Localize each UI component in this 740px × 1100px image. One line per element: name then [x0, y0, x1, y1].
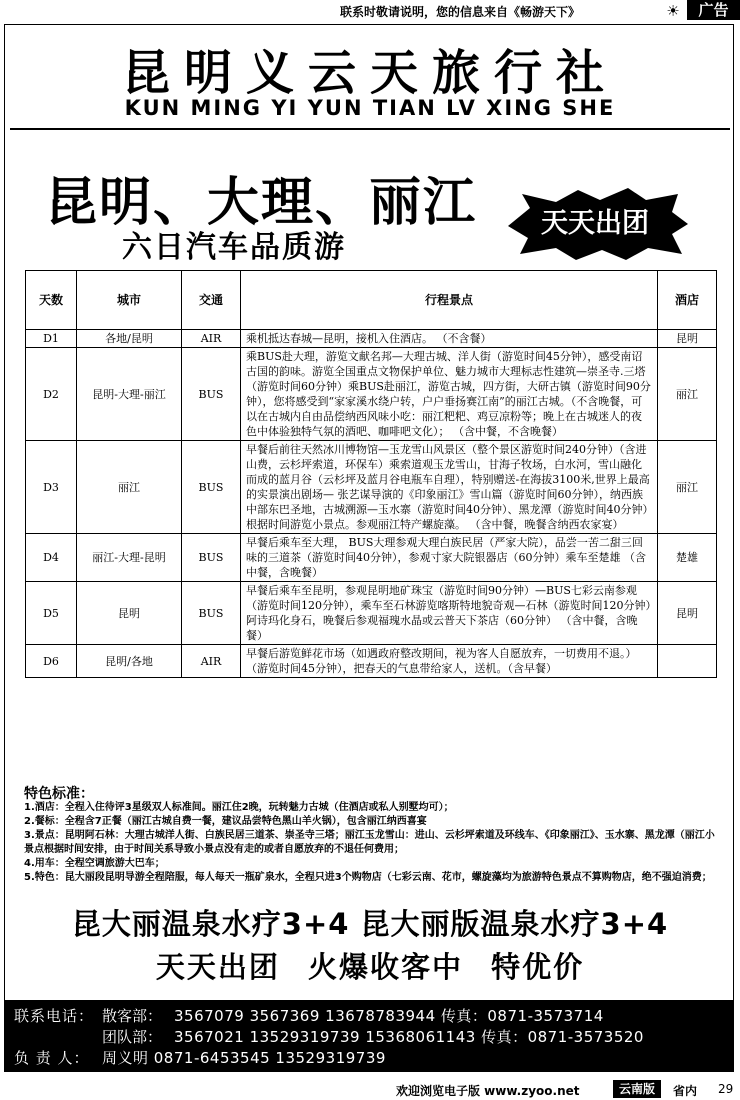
route-title: 昆明、大理、丽江 [45, 173, 478, 233]
hotel-cell: 昆明 [658, 330, 717, 348]
promo-price: 特优价 [491, 950, 585, 984]
retail-label: 散客部： [102, 1007, 163, 1025]
day-cell: D6 [26, 645, 77, 678]
features-title: 特色标准： [24, 786, 94, 802]
title-divider [10, 128, 730, 130]
promo-hot: 火爆收客中 [307, 950, 463, 984]
day-cell: D4 [26, 534, 77, 582]
itinerary-cell: 乘机抵达春城—昆明，接机入住酒店。 （不含餐） [241, 330, 658, 348]
table-row [26, 534, 717, 582]
itinerary-cell: 乘BUS赴大理，游览文献名邦—大理古城、洋人街（游览时间45分钟），感受南诏古国的韵味。游览全国重点文物保护单位、魅力城市大理标志性建筑—崇圣寺.三塔（游览时间60分钟）乘BUS赴丽江，游览古城，四方街，大研古镇（游览时间90分钟），您将感受到“家家溪水绕户转，户户垂扬赛江南”的丽江古城。（不含晚餐，可以在古城内自由品偿纳西风味小吃：丽江粑粑、鸡豆凉粉等；晚上在古城迷人的夜色中体验独特气氛的酒吧、咖啡吧文化）； （含中餐，不含晚餐） [241, 348, 658, 441]
group-label: 团队部： [102, 1028, 163, 1046]
hotel-cell: 丽江 [658, 441, 717, 534]
day-cell: D5 [26, 582, 77, 645]
page-footer [0, 1080, 740, 1100]
city-cell: 丽江-大理-昆明 [77, 534, 182, 582]
day-cell: D2 [26, 348, 77, 441]
transport-cell: BUS [182, 441, 241, 534]
feature-item: 5.特色：昆大丽段昆明导游全程陪服，每人每天一瓶矿泉水，全程只进3个购物店（七彩云南、花市，螺旋藻均为旅游特色景点不算购物店，绝不强迫消费； [24, 872, 712, 883]
page-number: 29 [718, 1082, 734, 1096]
contact-panel [4, 1000, 734, 1072]
hotel-cell [658, 645, 717, 678]
table-row [26, 330, 717, 348]
itinerary-table [25, 270, 717, 678]
hotel-cell: 丽江 [658, 348, 717, 441]
edition-badge: 云南版 [613, 1080, 661, 1098]
itinerary-cell: 早餐后前往天然冰川博物馆—玉龙雪山风景区（整个景区游览时间240分钟）（含进山费，云杉坪索道，环保车）乘索道观玉龙雪山，甘海子牧场，白水河，雪山融化而成的蓝月谷（云杉坪及蓝月谷电瓶车自理），特别赠送-在海拔3100米,世界上最高的实景演出剧场— 张艺谋导演的《印象丽江》雪山篇（游览时间60分钟），纳西族中部东巴圣地，古城溯源—玉水寨（游览时间40分钟）、黑龙潭（游览时间40分钟）根据时间游览小景点。参观丽江特产螺旋藻。 （含中餐，晚餐含纳西农家宴） [241, 441, 658, 534]
promo-daily: 天天出团 [155, 950, 280, 984]
transport-cell: BUS [182, 534, 241, 582]
table-header-row [26, 271, 717, 330]
manager-info: 周义明 0871-6453545 13529319739 [102, 1049, 386, 1067]
footer-welcome: 欢迎浏览电子版 www.zyoo.net [396, 1084, 580, 1098]
transport-cell: BUS [182, 582, 241, 645]
city-cell: 昆明/各地 [77, 645, 182, 678]
agency-name: 昆明义云天旅行社 [121, 45, 618, 101]
agency-pinyin: KUN MING YI YUN TIAN LV XING SHE [124, 96, 616, 120]
section-label: 省内 [673, 1084, 698, 1098]
city-cell: 丽江 [77, 441, 182, 534]
table-row [26, 645, 717, 678]
itinerary-cell: 早餐后乘车至大理， BUS大理参观大理白族民居（严家大院），品尝一苦二甜三回味的三道茶（游览时间40分钟），参观寸家大院银器店（60分钟）乘车至楚雄 （含中餐，含晚餐） [241, 534, 658, 582]
table-row [26, 582, 717, 645]
header-itinerary: 行程景点 [241, 271, 658, 330]
city-cell: 昆明 [77, 582, 182, 645]
manager-label: 负 责 人： [14, 1049, 90, 1067]
ad-label: 广告 [687, 0, 740, 20]
promo-packages: 昆大丽温泉水疗3+4 昆大丽版温泉水疗3+4 [71, 907, 669, 941]
transport-cell: AIR [182, 330, 241, 348]
retail-numbers: 3567079 3567369 13678783944 传真：0871-3573714 [174, 1007, 604, 1025]
header-day: 天数 [26, 271, 77, 330]
contact-group-row [14, 1026, 644, 1048]
contact-manager-row [14, 1047, 386, 1069]
day-cell: D1 [26, 330, 77, 348]
group-numbers: 3567021 13529319739 15368061143 传真：0871-3573520 [174, 1028, 644, 1046]
hotel-cell: 昆明 [658, 582, 717, 645]
header-transport: 交通 [182, 271, 241, 330]
header-city: 城市 [77, 271, 182, 330]
promo-slogan [0, 945, 740, 986]
feature-list [24, 801, 724, 885]
badge-text: 天天出团 [541, 208, 649, 239]
itinerary-cell: 早餐后游览鲜花市场（如遇政府整改期间，视为客人自愿放弃，一切费用不退。）（游览时间45分钟），把春天的气息带给家人，送机。（含早餐） [241, 645, 658, 678]
sun-icon: ☀ [666, 2, 680, 20]
header-hotel: 酒店 [658, 271, 717, 330]
itinerary-cell: 早餐后乘车至昆明，参观昆明地矿珠宝（游览时间90分钟）—BUS七彩云南参观（游览时间120分钟），乘车至石林游览喀斯特地貌奇观—石林（游览时间120分钟）阿诗玛化身石，晚餐后参观福瑰水晶或云普天下茶店（60分钟） （含中餐，含晚餐） [241, 582, 658, 645]
hotel-cell: 楚雄 [658, 534, 717, 582]
route-subtitle: 六日汽车品质游 [122, 230, 346, 265]
contact-retail-row [14, 1005, 604, 1027]
feature-item: 2.餐标：全程含7正餐（丽江古城自费一餐，建议品尝特色黑山羊火锅），包含丽江纳西喜宴 [24, 816, 427, 827]
table-row [26, 348, 717, 441]
city-cell: 各地/昆明 [77, 330, 182, 348]
feature-item: 3.景点：昆明阿石林：大理古城洋人街、白族民居三道茶、崇圣寺三塔；丽江玉龙雪山：进山、云杉坪索道及环线车、《印象丽江》、玉水寨、黑龙潭（丽江小景点根据时间安排，由于时间关系导致小景点没有走的或者自愿放弃的不退任何费用； [24, 830, 715, 855]
source-notice: 联系时敬请说明，您的信息来自《畅游天下》 [340, 5, 581, 19]
table-row [26, 441, 717, 534]
city-cell: 昆明-大理-丽江 [77, 348, 182, 441]
top-bar [0, 0, 740, 22]
phone-label: 联系电话： [14, 1007, 95, 1025]
feature-item: 4.用车：全程空调旅游大巴车； [24, 858, 165, 869]
daily-departure-badge [500, 188, 690, 260]
day-cell: D3 [26, 441, 77, 534]
transport-cell: BUS [182, 348, 241, 441]
transport-cell: AIR [182, 645, 241, 678]
feature-item: 1.酒店：全程入住待评3星级双人标准间。丽江住2晚，玩转魅力古城（住酒店或私人别墅均可）； [24, 802, 454, 813]
